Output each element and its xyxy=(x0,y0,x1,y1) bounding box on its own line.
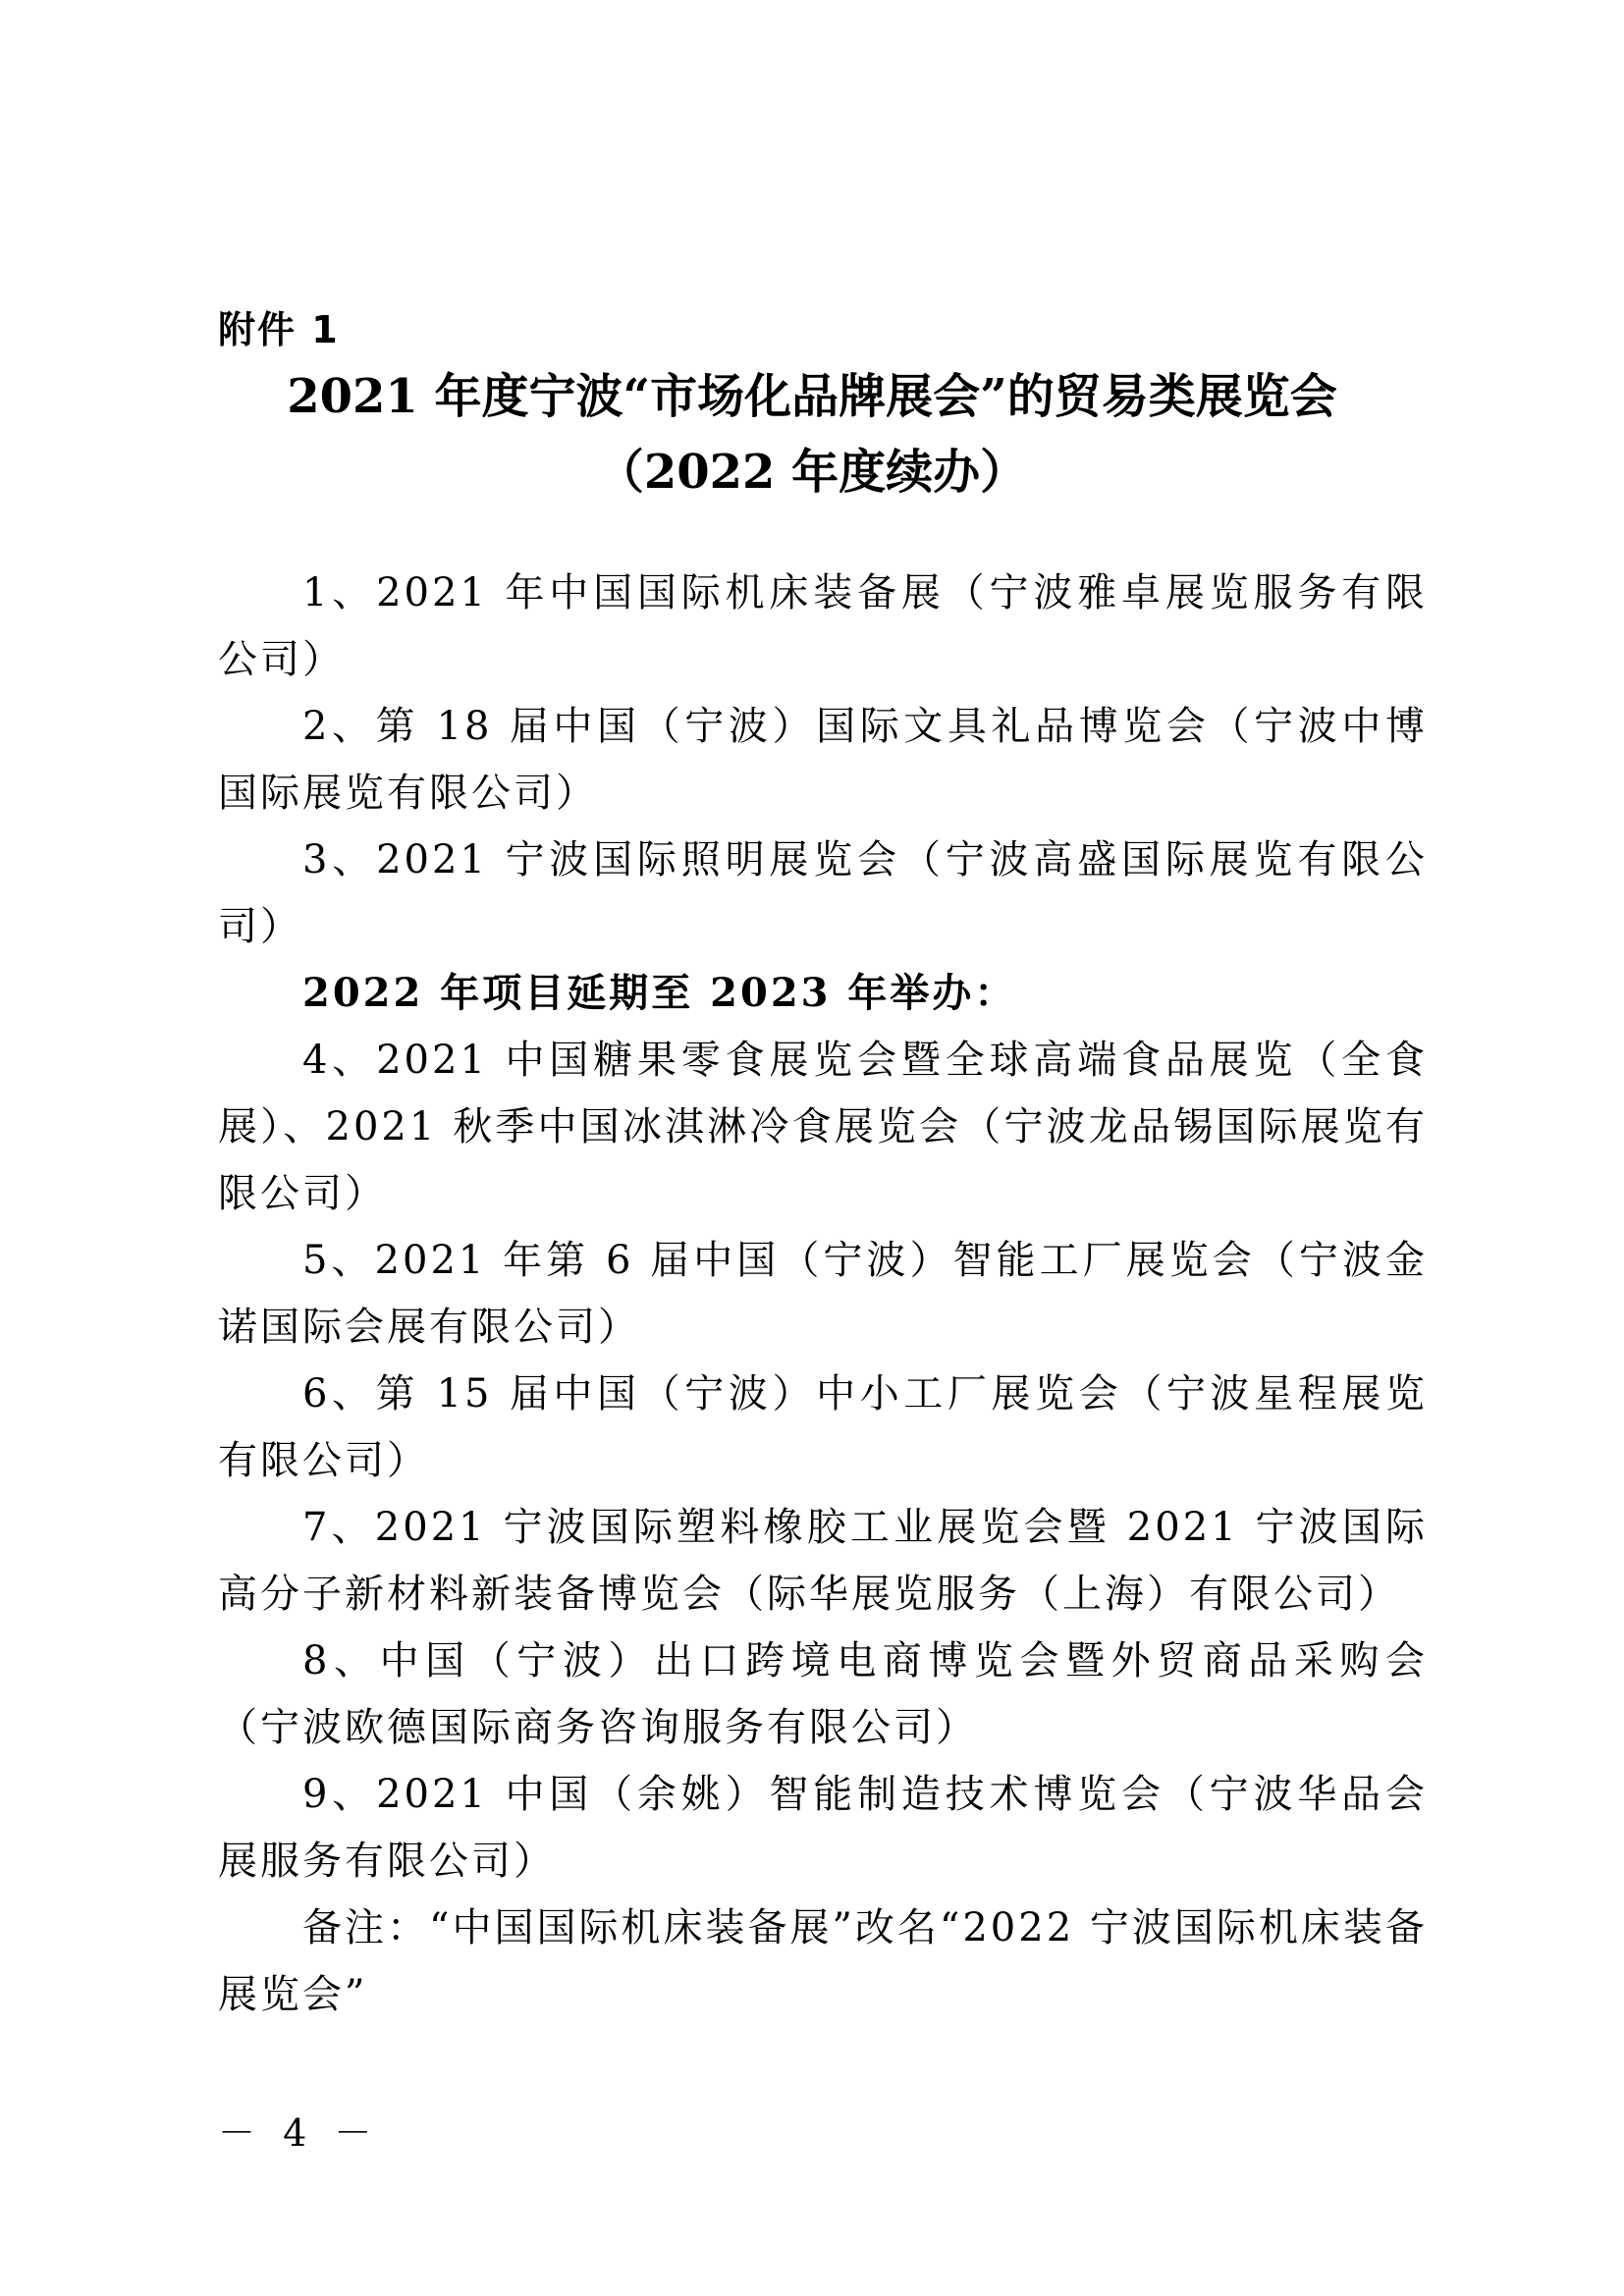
list-item: 9、2021 中国（余姚）智能制造技术博览会（宁波华品会展服务有限公司） xyxy=(218,1772,1428,1884)
list-item: 4、2021 中国糖果零食展览会暨全球高端食品展览（全食展）、2021 秋季中国冰淇淋冷食展览会（宁波龙品锡国际展览有限公司） xyxy=(218,1038,1428,1216)
list-item: 5、2021 年第 6 届中国（宁波）智能工厂展览会（宁波金诺国际会展有限公司） xyxy=(218,1238,1428,1350)
list-item: 7、2021 宁波国际塑料橡胶工业展览会暨 2021 宁波国际高分子新材料新装备博览会（际华展览服务（上海）有限公司） xyxy=(218,1505,1428,1617)
list-item: 8、中国（宁波）出口跨境电商博览会暨外贸商品采购会（宁波欧德国际商务咨询服务有限公司） xyxy=(218,1638,1428,1750)
list-item: 3、2021 宁波国际照明展览会（宁波高盛国际展览有限公司） xyxy=(218,837,1428,949)
list-item: 6、第 15 届中国（宁波）中小工厂展览会（宁波星程展览有限公司） xyxy=(218,1371,1428,1483)
document-body xyxy=(218,560,1428,2028)
remark-note: 备注：“中国国际机床装备展”改名“2022 宁波国际机床装备展览会” xyxy=(218,1905,1428,2017)
document-title: 2021 年度宁波“市场化品牌展会”的贸易类展览会 xyxy=(287,369,1337,424)
section-heading: 2022 年项目延期至 2023 年举办： xyxy=(302,970,1017,1016)
list-item: 2、第 18 届中国（宁波）国际文具礼品博览会（宁波中博国际展览有限公司） xyxy=(218,704,1428,816)
document-subtitle: （2022 年度续办） xyxy=(596,445,1028,500)
page-number: － 4 － xyxy=(218,2111,380,2155)
attachment-label: 附件 1 xyxy=(218,308,340,351)
list-item: 1、2021 年中国国际机床装备展（宁波雅卓展览服务有限公司） xyxy=(218,570,1428,682)
